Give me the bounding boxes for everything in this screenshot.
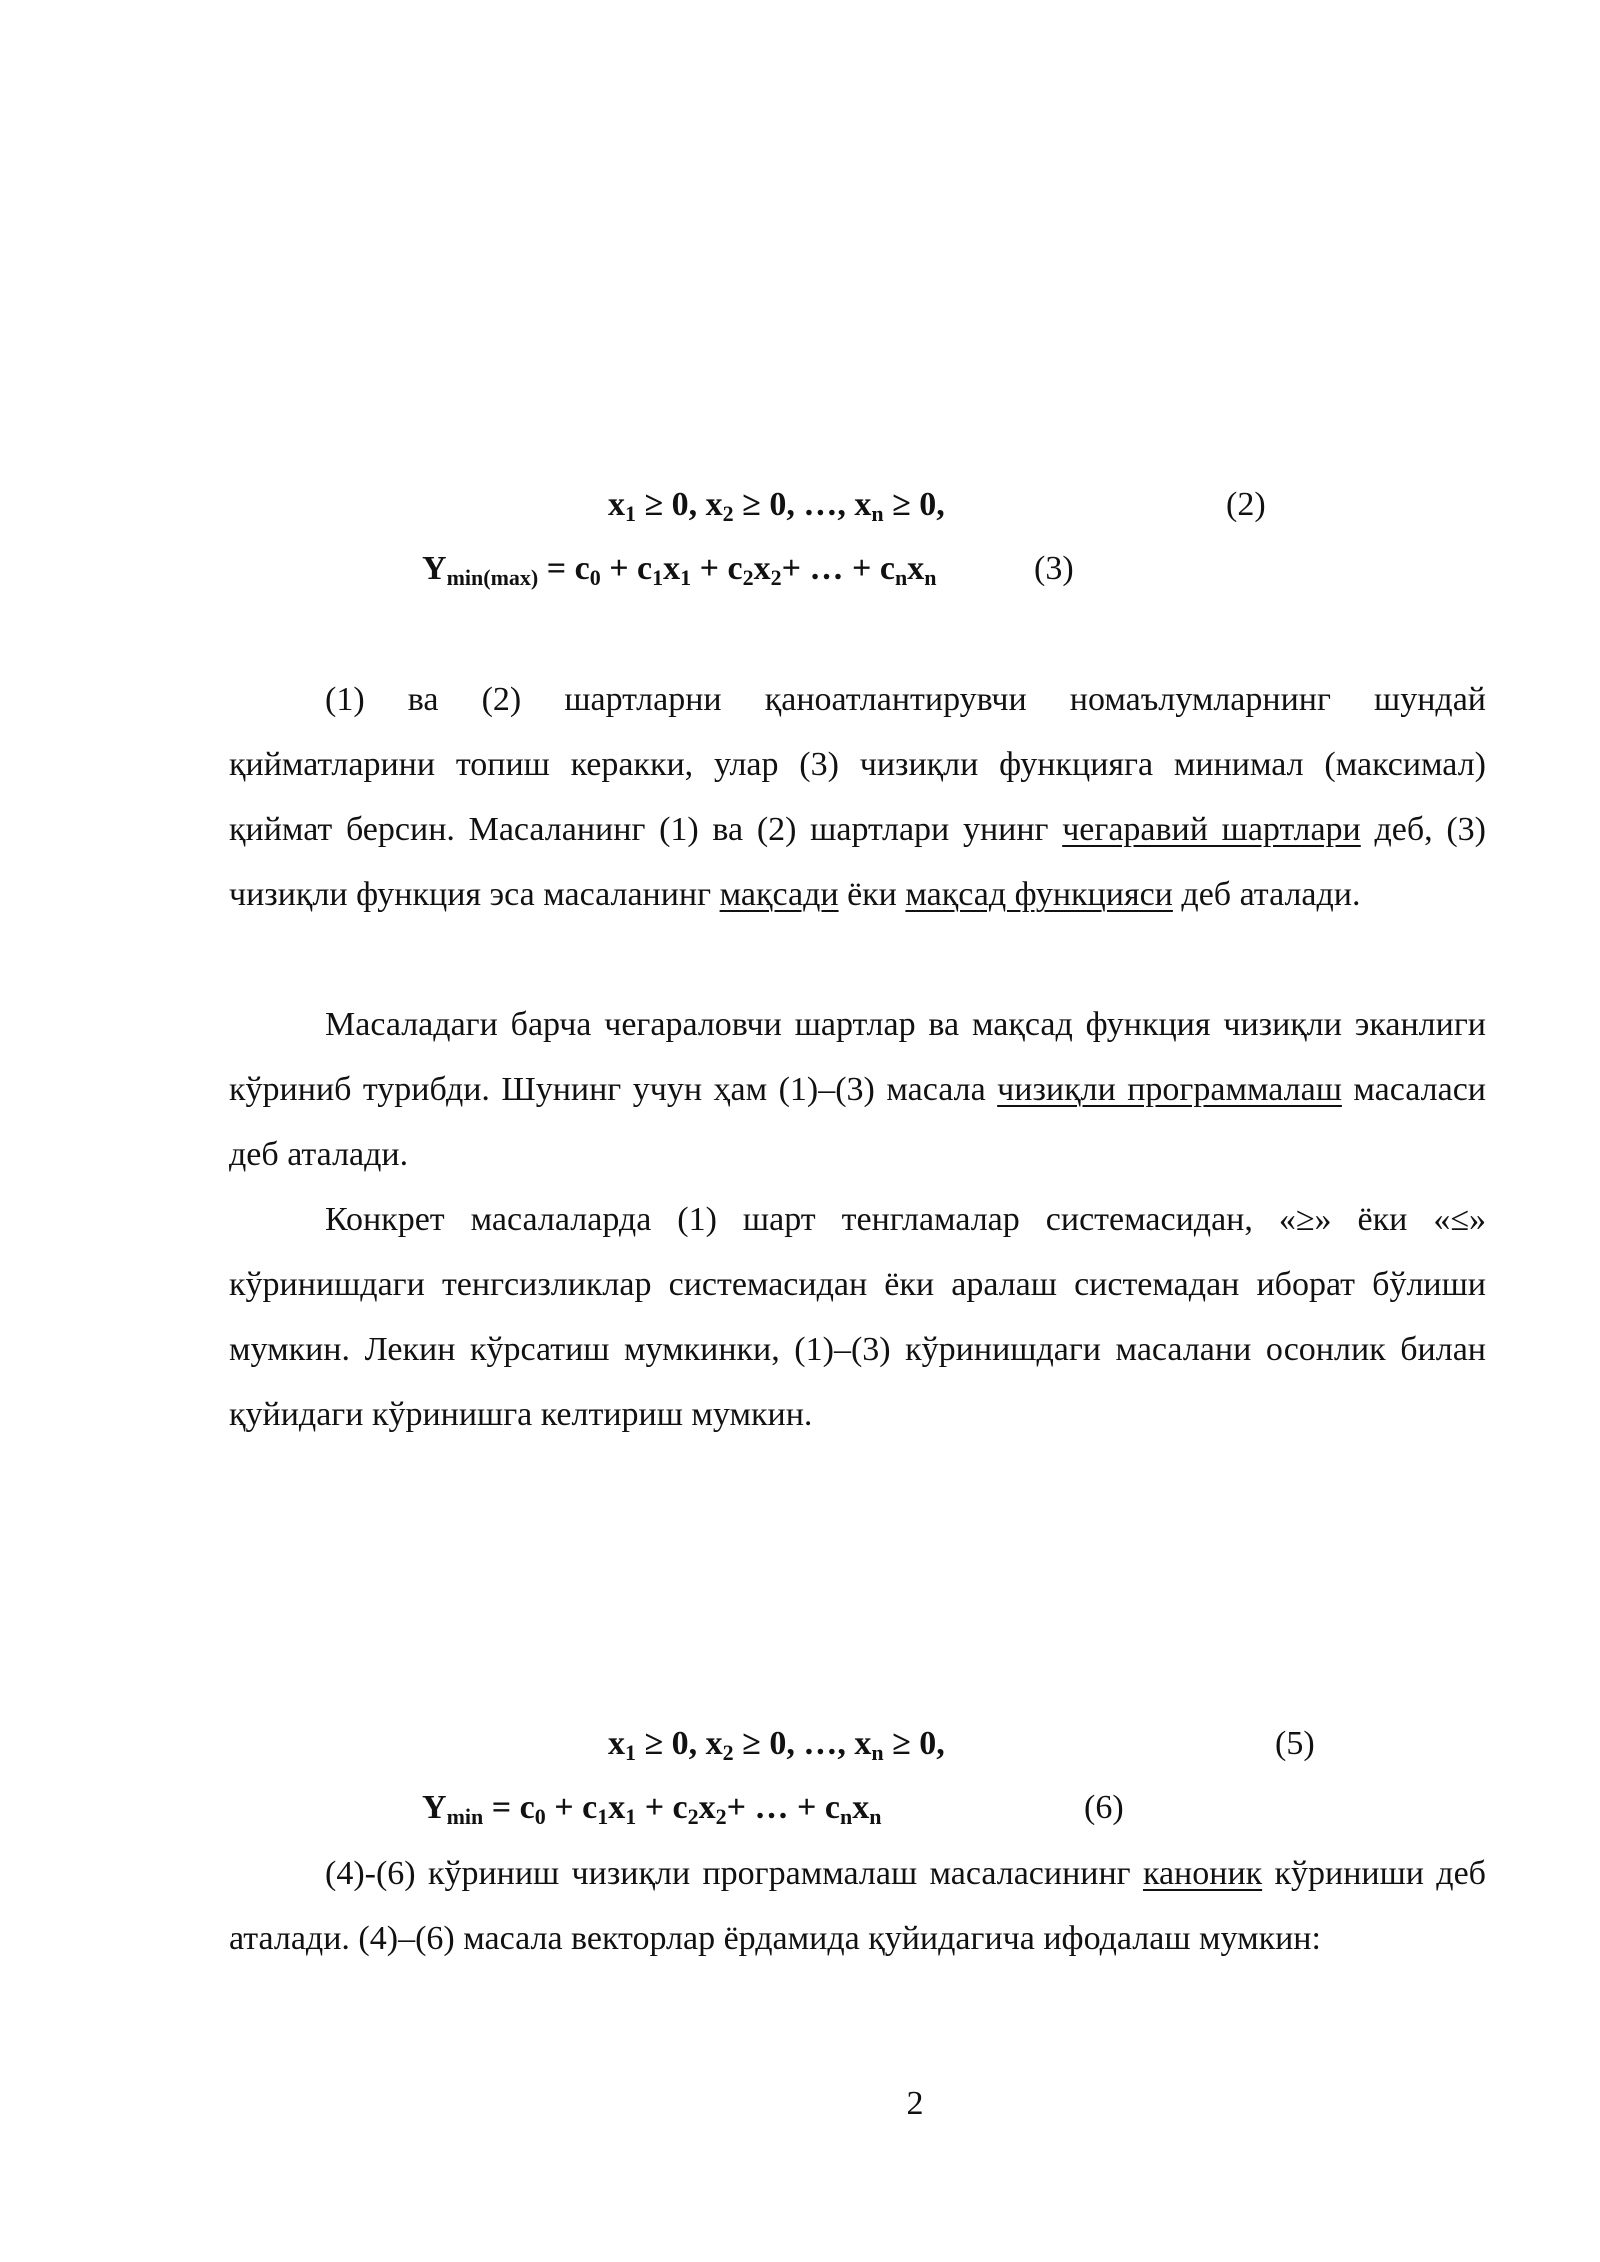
equation-6-number: (6) xyxy=(1084,1789,1124,1826)
underlined-term: мақсад функцияси xyxy=(905,876,1173,913)
paragraph-4: (4)-(6) кўриниш чизиқли программалаш масаласининг каноник кўриниши деб аталади. (4)–(6) масала векторлар ёрдамида қуйидагича ифодалаш мумкин: xyxy=(229,1855,1486,1957)
equation-5: $x_1 \ge 0$, $x_2 \ge 0$, …, $x_n \ge 0$, xyxy=(608,1725,945,1765)
paragraph-2: Масаладаги барча чегараловчи шартлар ва мақсад функция чизиқли эканлиги кўриниб турибди. Шунинг учун ҳам (1)–(3) масала чизиқли программалаш масаласи деб аталади. xyxy=(229,1006,1486,1173)
equation-2-number: (2) xyxy=(1226,486,1266,523)
equation-3-number: (3) xyxy=(1034,550,1074,587)
equation-2: $x_1 \ge 0$, $x_2 \ge 0$, …, $x_n \ge 0$, xyxy=(608,486,945,526)
equation-5-number: (5) xyxy=(1275,1725,1315,1762)
underlined-term: чегаравий шартлари xyxy=(1062,811,1361,848)
underlined-term: чизиқли программалаш xyxy=(997,1071,1342,1108)
underlined-term: каноник xyxy=(1142,1855,1263,1892)
page-number: 2 xyxy=(906,2085,924,2122)
equation-3: $Y_{min(max)} = c_0 + c_1x_1 + c_2x_2+$ … + $c_nx_n$ xyxy=(422,550,937,590)
underlined-term: мақсади xyxy=(719,876,839,913)
equation-6: $Y_{min} = c_0 + c_1x_1 + c_2x_2+$ … + $c_nx_n$ xyxy=(422,1789,882,1829)
paragraph-3: Конкрет масалаларда (1) шарт тенгламалар системасидан, «≥» ёки «≤» кўринишдаги тенгсизликлар системасидан ёки аралаш системадан иборат бўлиши мумкин. Лекин кўрсатиш мумкинки, (1)–(3) кўринишдаги масалани осонлик билан қуйидаги кўринишга келтириш мумкин. xyxy=(229,1201,1486,1433)
paragraph-1: (1) ва (2) шартларни қаноатлантирувчи номаълумларнинг шундай қийматларини топиш керакки, улар (3) чизиқли функцияга минимал (максимал) қиймат берсин. Масаланинг (1) ва (2) шартлари унинг чегаравий шартлари деб, (3) чизиқли функция эса масаланинг мақсади ёки мақсад функцияси деб аталади. xyxy=(229,681,1486,913)
